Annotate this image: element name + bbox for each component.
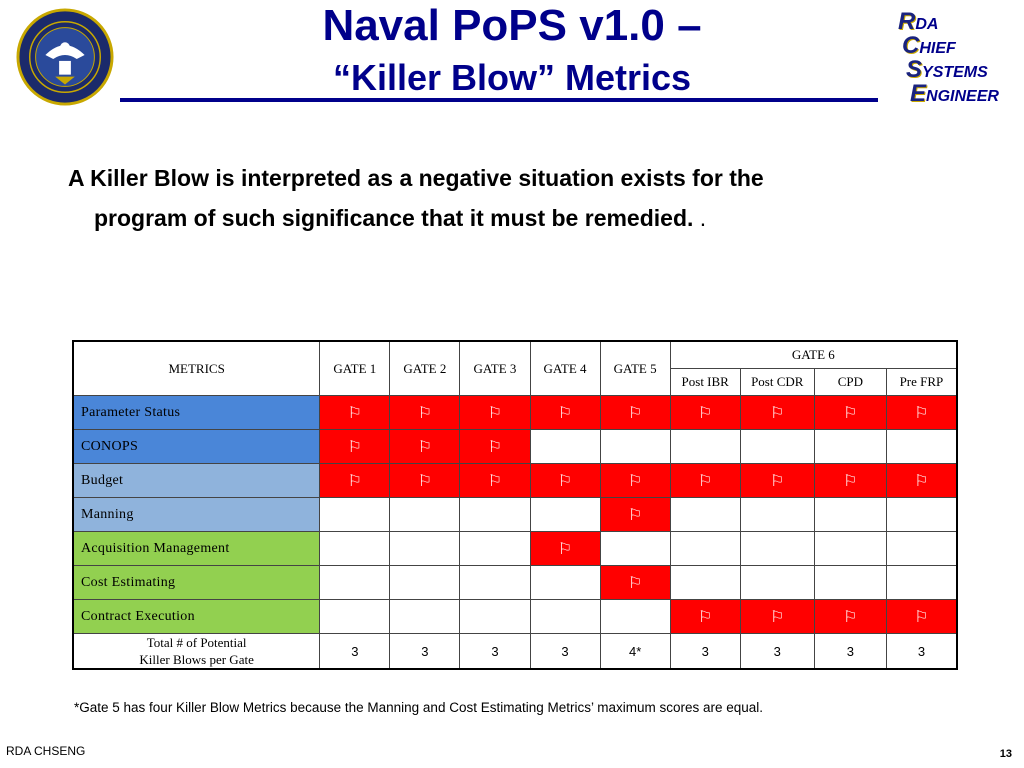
flag-icon: ⚐ — [843, 403, 858, 422]
empty-cell — [320, 566, 390, 600]
killer-blow-cell — [670, 464, 740, 498]
empty-cell — [670, 532, 740, 566]
killer-blow-cell — [530, 464, 600, 498]
table-row — [73, 600, 957, 634]
flag-icon: ⚐ — [843, 471, 858, 490]
table-row — [73, 566, 957, 600]
metrics-header: METRICS — [73, 341, 320, 396]
title-underline — [120, 98, 878, 102]
flag-icon: ⚐ — [698, 403, 713, 422]
empty-cell — [460, 498, 530, 532]
metric-label: Cost Estimating — [73, 566, 320, 600]
flag-icon: ⚐ — [487, 403, 503, 422]
empty-cell — [390, 498, 460, 532]
logo-row-chief: CHIEF — [902, 32, 956, 59]
empty-cell — [600, 532, 670, 566]
flag-icon: ⚐ — [770, 471, 785, 490]
gate6-sub-cpd: CPD — [814, 369, 886, 396]
total-value: 3 — [460, 634, 530, 670]
intro-line2: program of such significance that it must be remedied. — [94, 205, 694, 231]
flag-icon: ⚐ — [914, 607, 929, 626]
gate6-sub-post-cdr: Post CDR — [740, 369, 814, 396]
flag-icon: ⚐ — [557, 539, 573, 558]
killer-blow-cell — [460, 396, 530, 430]
empty-cell — [814, 566, 886, 600]
metric-label: Contract Execution — [73, 600, 320, 634]
flag-icon: ⚐ — [627, 403, 643, 422]
flag-icon: ⚐ — [417, 471, 433, 490]
footer-org: RDA CHSENG — [6, 744, 86, 758]
empty-cell — [740, 566, 814, 600]
killer-blow-cell — [600, 566, 670, 600]
killer-blow-cell — [600, 396, 670, 430]
totals-row — [73, 634, 957, 670]
total-value: 3 — [740, 634, 814, 670]
table-row — [73, 532, 957, 566]
metric-label: Parameter Status — [73, 396, 320, 430]
killer-blow-cell — [740, 396, 814, 430]
empty-cell — [390, 566, 460, 600]
killer-blow-cell — [886, 464, 957, 498]
flag-icon: ⚐ — [698, 471, 713, 490]
killer-blow-cell — [320, 430, 390, 464]
flag-icon: ⚐ — [487, 437, 503, 456]
killer-blow-cell — [740, 600, 814, 634]
killer-blow-cell — [814, 464, 886, 498]
flag-icon: ⚐ — [627, 573, 643, 592]
flag-icon: ⚐ — [914, 403, 929, 422]
table-row — [73, 498, 957, 532]
empty-cell — [814, 532, 886, 566]
flag-icon: ⚐ — [347, 437, 362, 456]
total-value: 3 — [530, 634, 600, 670]
total-value: 4* — [600, 634, 670, 670]
totals-label — [73, 634, 320, 670]
empty-cell — [670, 430, 740, 464]
gate-header-4: GATE 4 — [530, 341, 600, 396]
intro-trailing: . — [699, 205, 707, 231]
empty-cell — [886, 532, 957, 566]
empty-cell — [390, 600, 460, 634]
killer-blow-cell — [460, 430, 530, 464]
table-row — [73, 430, 957, 464]
flag-icon: ⚐ — [627, 471, 643, 490]
flag-icon: ⚐ — [347, 471, 362, 490]
logo-row-rda: RDA — [898, 8, 939, 35]
empty-cell — [740, 498, 814, 532]
page-number: 13 — [999, 748, 1012, 760]
killer-blow-cell — [320, 396, 390, 430]
page-title-line2: “Killer Blow” Metrics — [332, 57, 692, 98]
flag-icon: ⚐ — [557, 471, 573, 490]
empty-cell — [530, 430, 600, 464]
empty-cell — [740, 430, 814, 464]
gate-header-3: GATE 3 — [460, 341, 530, 396]
empty-cell — [670, 498, 740, 532]
flag-icon: ⚐ — [914, 471, 929, 490]
empty-cell — [886, 430, 957, 464]
empty-cell — [320, 498, 390, 532]
total-value: 3 — [390, 634, 460, 670]
total-value: 3 — [670, 634, 740, 670]
total-value: 3 — [320, 634, 390, 670]
empty-cell — [530, 566, 600, 600]
killer-blow-cell — [886, 600, 957, 634]
flag-icon: ⚐ — [417, 437, 433, 456]
killer-blow-cell — [886, 396, 957, 430]
total-value: 3 — [814, 634, 886, 670]
gate6-sub-pre-frp: Pre FRP — [886, 369, 957, 396]
empty-cell — [460, 566, 530, 600]
killer-blow-metrics-table — [72, 340, 958, 670]
logo-row-engineer: ENGINEER — [910, 80, 999, 107]
gate-header-6: GATE 6 — [670, 341, 957, 369]
killer-blow-cell — [460, 464, 530, 498]
killer-blow-cell — [390, 464, 460, 498]
intro-line1: A Killer Blow is interpreted as a negative situation exists for the — [68, 165, 764, 191]
empty-cell — [886, 566, 957, 600]
killer-blow-cell — [530, 396, 600, 430]
table-row — [73, 396, 957, 430]
killer-blow-cell — [814, 396, 886, 430]
empty-cell — [460, 600, 530, 634]
gate-header-1: GATE 1 — [320, 341, 390, 396]
killer-blow-cell — [600, 498, 670, 532]
total-value: 3 — [886, 634, 957, 670]
killer-blow-cell — [670, 396, 740, 430]
killer-blow-cell — [390, 396, 460, 430]
totals-label-line2: Killer Blows per Gate — [139, 652, 254, 667]
empty-cell — [460, 532, 530, 566]
metric-label: Manning — [73, 498, 320, 532]
empty-cell — [600, 430, 670, 464]
killer-blow-cell — [390, 430, 460, 464]
killer-blow-cell — [530, 532, 600, 566]
flag-icon: ⚐ — [347, 403, 362, 422]
table-row — [73, 464, 957, 498]
metric-label: Budget — [73, 464, 320, 498]
page-title-line1: Naval PoPS v1.0 – — [322, 1, 702, 50]
gate-header-2: GATE 2 — [390, 341, 460, 396]
flag-icon: ⚐ — [770, 403, 785, 422]
flag-icon: ⚐ — [557, 403, 573, 422]
flag-icon: ⚐ — [487, 471, 503, 490]
empty-cell — [814, 430, 886, 464]
flag-icon: ⚐ — [770, 607, 785, 626]
killer-blow-cell — [814, 600, 886, 634]
killer-blow-cell — [740, 464, 814, 498]
empty-cell — [670, 566, 740, 600]
empty-cell — [530, 600, 600, 634]
empty-cell — [530, 498, 600, 532]
metric-label: Acquisition Management — [73, 532, 320, 566]
metric-label: CONOPS — [73, 430, 320, 464]
gate6-sub-post-ibr: Post IBR — [670, 369, 740, 396]
intro-text — [68, 158, 948, 238]
empty-cell — [390, 532, 460, 566]
empty-cell — [740, 532, 814, 566]
empty-cell — [320, 600, 390, 634]
empty-cell — [320, 532, 390, 566]
flag-icon: ⚐ — [698, 607, 713, 626]
footnote: *Gate 5 has four Killer Blow Metrics because the Manning and Cost Estimating Metrics’ maximum scores are equal. — [74, 700, 764, 715]
killer-blow-cell — [600, 464, 670, 498]
flag-icon: ⚐ — [843, 607, 858, 626]
gate-header-5: GATE 5 — [600, 341, 670, 396]
totals-label-line1: Total # of Potential — [146, 635, 247, 650]
flag-icon: ⚐ — [627, 505, 643, 524]
logo-row-systems: SYSTEMS — [906, 56, 988, 83]
empty-cell — [600, 600, 670, 634]
flag-icon: ⚐ — [417, 403, 433, 422]
killer-blow-cell — [320, 464, 390, 498]
killer-blow-cell — [670, 600, 740, 634]
empty-cell — [886, 498, 957, 532]
empty-cell — [814, 498, 886, 532]
